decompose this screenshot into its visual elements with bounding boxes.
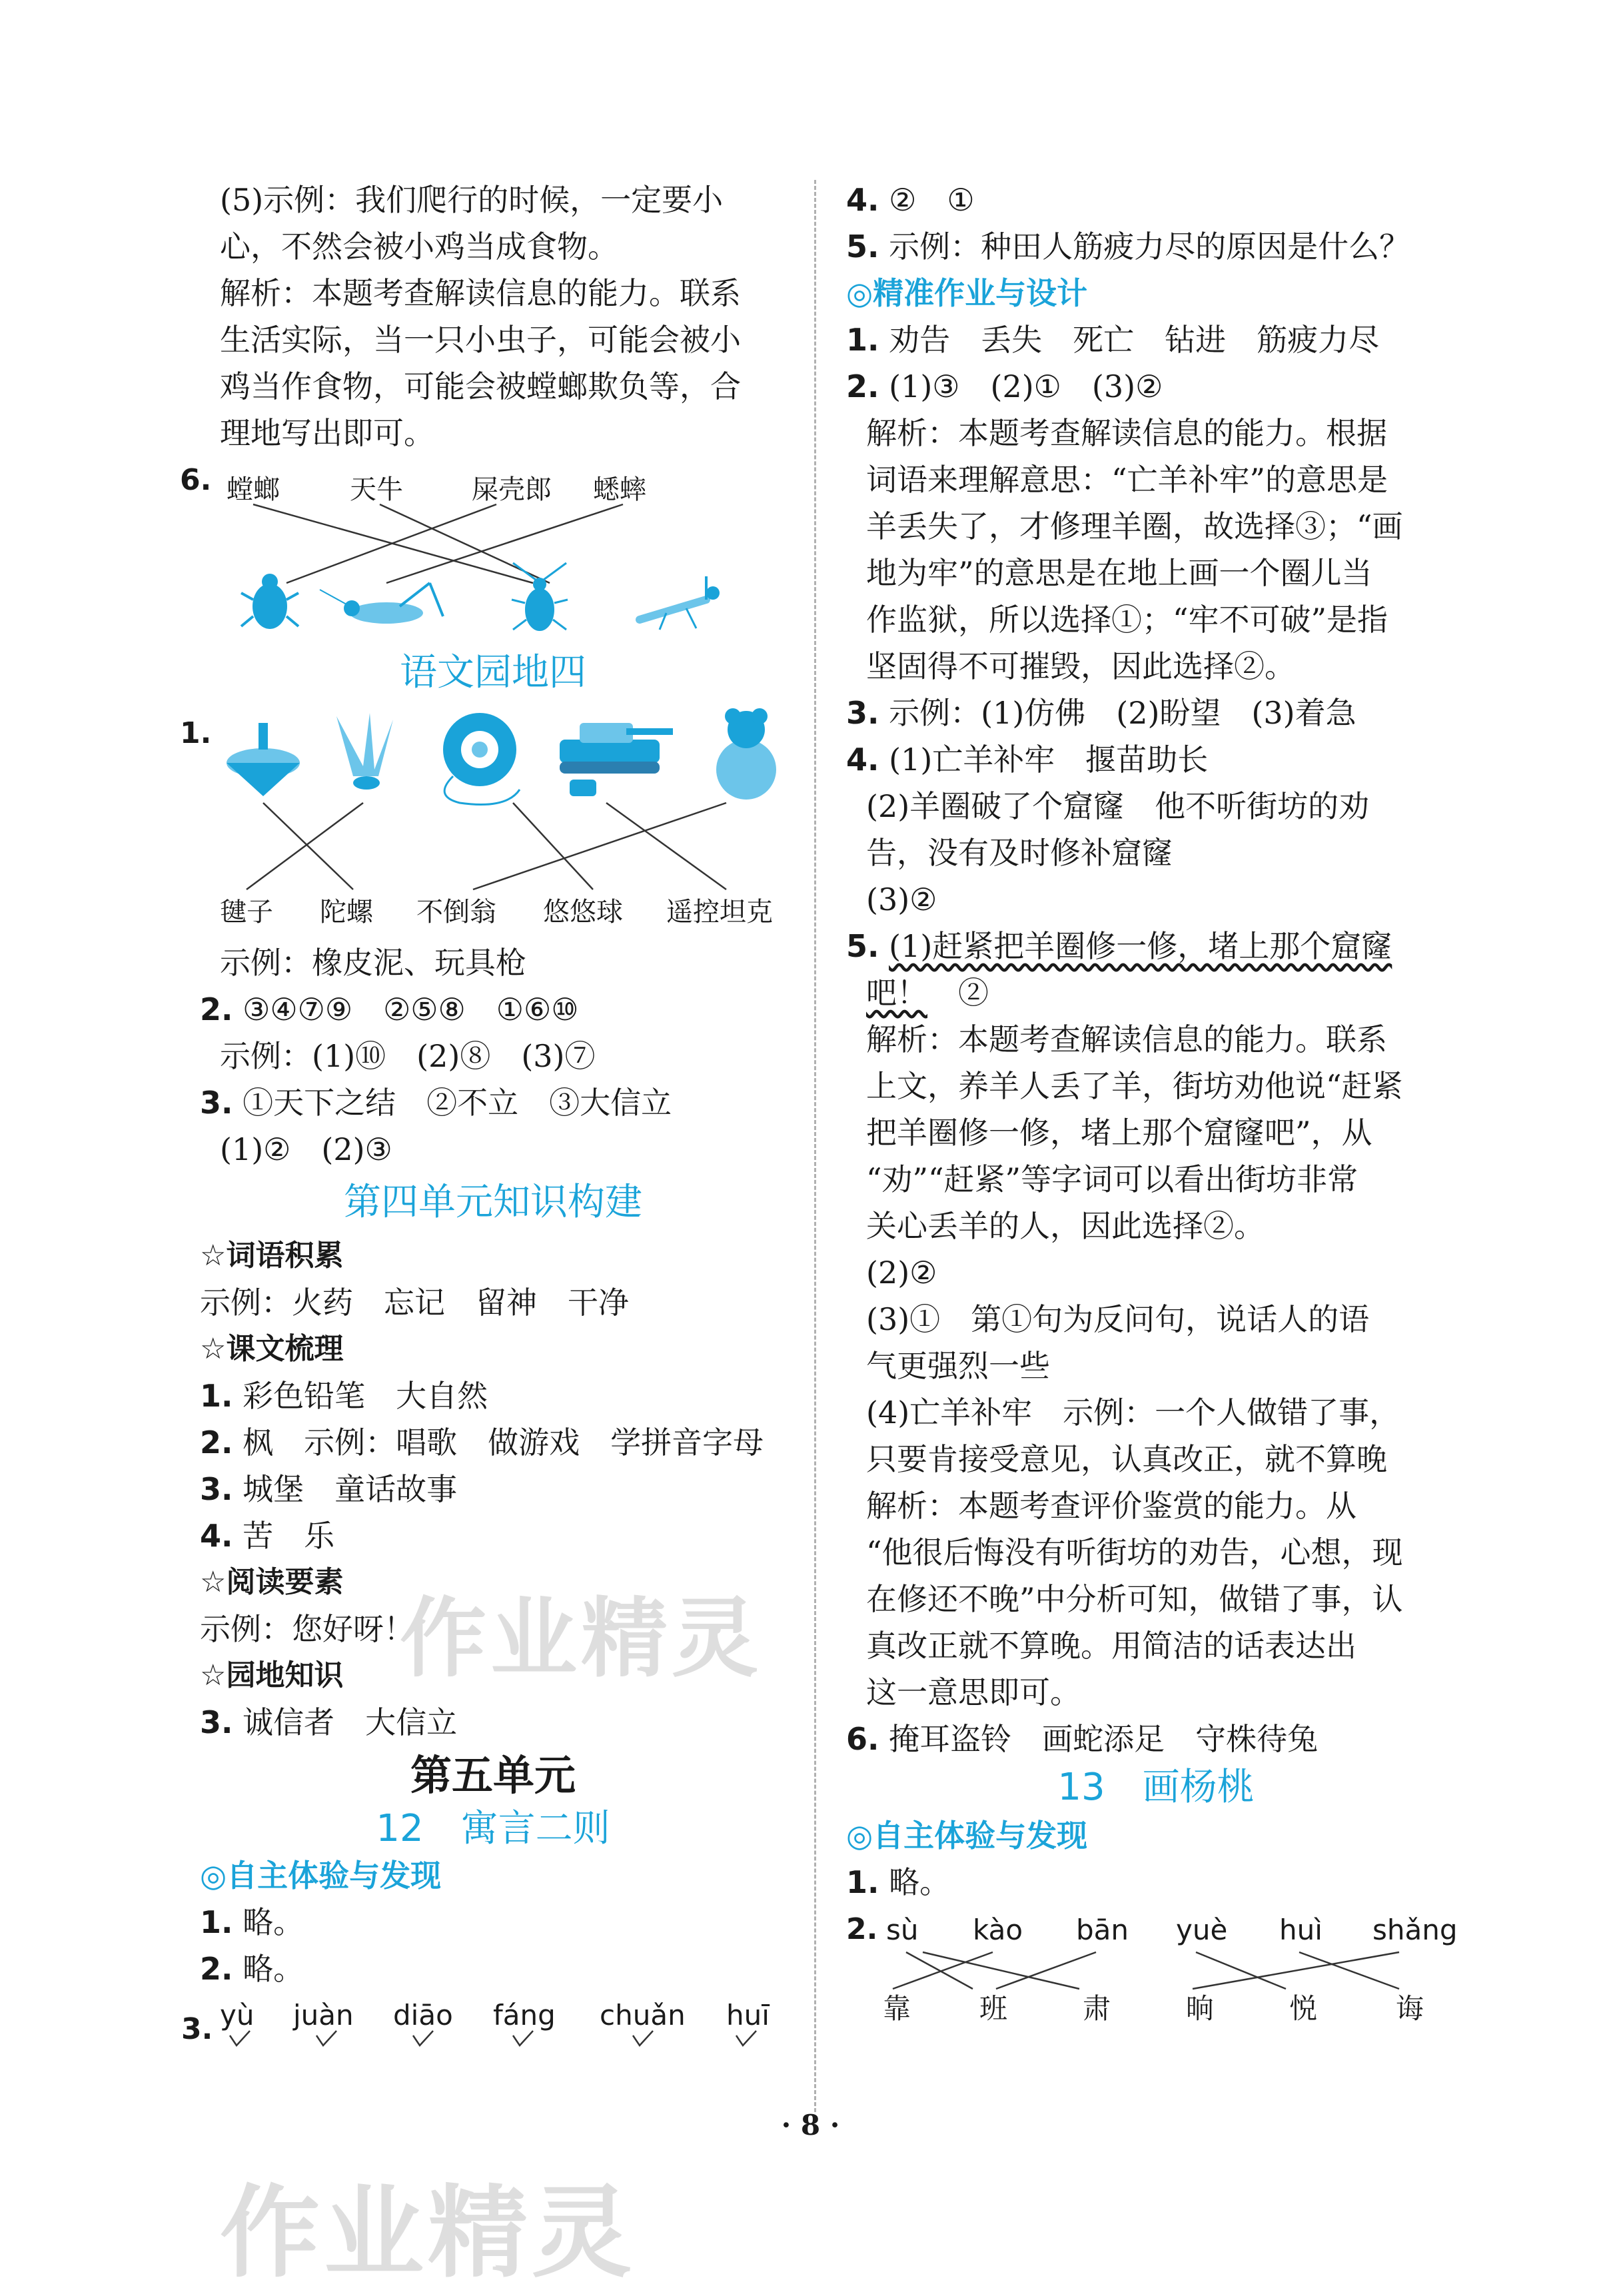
pinyin-su: sù — [886, 1914, 919, 1946]
pinyin-fang: fáng — [493, 1999, 556, 2031]
pinyin-diao: diāo — [393, 1999, 453, 2031]
j5-more-4: (4)亡羊补牢 示例：一个人做错了事， — [866, 1395, 1400, 1431]
kewen-2-number: 2. — [200, 1425, 233, 1460]
l13-q1-answer: 略。 — [889, 1864, 951, 1900]
char-ban: 班 — [979, 1992, 1008, 2025]
lesson13-title: 13 画杨桃 — [1057, 1766, 1255, 1809]
j2-analysis-6: 坚固得不可摧毁，因此选择②。 — [866, 648, 1295, 684]
q2-number: 2. — [200, 991, 233, 1027]
toy-matching-diagram — [180, 703, 786, 927]
j5-analysis-5: 关心丢羊的人，因此选择②。 — [866, 1208, 1265, 1244]
column-divider — [814, 180, 816, 2112]
kewen-3-text: 城堡 童话故事 — [243, 1471, 458, 1507]
j5-analysis-2: 上文，养羊人丢了羊，街坊劝他说“赶紧 — [866, 1068, 1403, 1104]
q2-answer: ③④⑦⑨ ②⑤⑧ ①⑥⑩ — [243, 991, 579, 1027]
l13-q2-number: 2. — [846, 1912, 878, 1946]
insect-match-lines — [200, 456, 786, 636]
label-tuoluo: 陀螺 — [320, 897, 373, 927]
l12-q2-text: 略。 — [243, 1951, 304, 1987]
j5-more-3: 气更强烈一些 — [866, 1348, 1050, 1384]
j5-analysis-4: “劝”“赶紧”等字词可以看出街坊非常 — [866, 1161, 1358, 1197]
j6-number: 6. — [846, 1721, 879, 1757]
watermark-middle: 作业精灵 — [400, 1588, 763, 1689]
kewen-4-text: 苦 乐 — [243, 1518, 335, 1554]
l12-q3-number: 3. — [181, 2012, 213, 2046]
kewen-heading: ☆课文梳理 — [200, 1332, 344, 1366]
j2-analysis-2: 词语来理解意思：“亡羊补牢”的意思是 — [866, 462, 1388, 498]
pinyin-yue: yuè — [1176, 1914, 1228, 1946]
j3-answer: 示例：(1)仿佛 (2)盼望 (3)着急 — [889, 695, 1356, 731]
label-yaokong-tanke: 遥控坦克 — [666, 897, 773, 927]
cricket-icon — [320, 583, 443, 624]
l12-zizhu-heading: ◎自主体验与发现 — [200, 1858, 442, 1894]
l12-q3-pinyin-row — [181, 1992, 786, 2052]
kewen-1-number: 1. — [200, 1378, 233, 1414]
yuandi-number: 3. — [200, 1704, 233, 1740]
r-q4-number: 4. — [846, 182, 879, 218]
j2-answer: (1)③ (2)① (3)② — [889, 368, 1163, 404]
lesson12-title: 12 寓言二则 — [376, 1807, 610, 1850]
kewen-4-number: 4. — [200, 1518, 233, 1554]
pinyin-yu: yù — [220, 1999, 255, 2031]
j2-analysis-5: 作监狱，所以选择①；“牢不可破”是指 — [866, 602, 1388, 638]
j5-analysis-1: 解析：本题考查解读信息的能力。联系 — [866, 1021, 1387, 1057]
q5-analysis-line-1: 解析：本题考查解读信息的能力。联系 — [220, 275, 741, 311]
j4-line-3: 告，没有及时修补窟窿 — [866, 835, 1173, 871]
l12-q2-number: 2. — [200, 1951, 233, 1987]
j4-answer: (1)亡羊补牢 揠苗助长 — [889, 742, 1209, 778]
label-budaoweng: 不倒翁 — [416, 897, 496, 927]
label-dung-beetle: 屎壳郎 — [472, 474, 552, 505]
l13-zizhu-heading: ◎自主体验与发现 — [846, 1818, 1088, 1854]
pinyin-kao: kào — [973, 1914, 1023, 1946]
yuandi-text: 诚信者 大信立 — [243, 1704, 458, 1740]
pinyin-chuan: chuǎn — [600, 1999, 686, 2031]
ciyu-example: 示例：火药 忘记 留神 干净 — [200, 1285, 629, 1321]
q5-analysis-line-4: 理地写出即可。 — [220, 415, 434, 451]
char-su: 肃 — [1083, 1992, 1111, 2025]
toy-match-lines — [200, 703, 800, 916]
jingzhun-heading: ◎精准作业与设计 — [846, 275, 1088, 311]
label-longhorn: 天牛 — [350, 474, 403, 505]
j5-analysis2-2: “他很后悔没有听街坊的劝告，心想，现 — [866, 1534, 1403, 1570]
char-hui: 诲 — [1396, 1992, 1424, 2025]
unit5-title: 第五单元 — [410, 1751, 576, 1800]
j5-analysis2-4: 真改正就不算晚。用简洁的话表达出 — [866, 1628, 1356, 1664]
q1-example: 示例：橡皮泥、玩具枪 — [220, 945, 526, 981]
l13-pinyin-matching — [846, 1906, 1466, 2025]
l12-q1-number: 1. — [200, 1904, 233, 1940]
j1-number: 1. — [846, 322, 879, 358]
l13-q1-number: 1. — [846, 1864, 879, 1900]
label-jianzi: 毽子 — [220, 897, 273, 927]
l13-match-lines — [846, 1906, 1466, 2019]
q3-answer: ①天下之结 ②不立 ③大信立 — [243, 1085, 672, 1121]
r-q5-answer: 示例：种田人筋疲力尽的原因是什么？ — [889, 229, 1410, 265]
char-shang: 晌 — [1186, 1992, 1215, 2025]
kewen-1-text: 彩色铅笔 大自然 — [243, 1378, 488, 1414]
j5-more-5: 只要肯接受意见，认真改正，就不算晚 — [866, 1441, 1387, 1477]
j5-more-2: (3)① 第①句为反问句，说话人的语 — [866, 1301, 1370, 1337]
check-marks — [200, 1992, 786, 2052]
yuedu-heading: ☆阅读要素 — [200, 1565, 344, 1599]
q3-number: 3. — [200, 1085, 233, 1121]
label-youyouqiu: 悠悠球 — [543, 897, 623, 927]
kewen-2-text: 枫 示例：唱歌 做游戏 学拼音字母 — [243, 1425, 764, 1460]
pinyin-hui: huì — [1279, 1914, 1323, 1946]
j5-analysis2-1: 解析：本题考查评价鉴赏的能力。从 — [866, 1488, 1356, 1524]
watermark-bottom: 作业精灵 — [220, 2175, 636, 2291]
j1-answer: 劝告 丢失 死亡 钻进 筋疲力尽 — [889, 322, 1380, 358]
spinning-top-icon — [227, 723, 300, 796]
kewen-3-number: 3. — [200, 1471, 233, 1507]
j5-analysis-3: 把羊圈修一修，堵上那个窟窿吧”，从 — [866, 1115, 1372, 1151]
q1-number: 1. — [180, 716, 212, 750]
r-q4-answer: ② ① — [889, 182, 975, 218]
yoyo-icon — [443, 713, 520, 805]
j2-analysis-3: 羊丢失了，才修理羊圈，故选择③；“画 — [866, 508, 1403, 544]
q2-example: 示例：(1)⑩ (2)⑧ (3)⑦ — [220, 1038, 596, 1074]
pinyin-shang: shǎng — [1372, 1914, 1458, 1946]
mantis-icon — [640, 576, 720, 630]
j2-analysis-4: 地为牢”的意思是在地上画一个圈儿当 — [866, 555, 1372, 591]
j3-number: 3. — [846, 695, 879, 731]
l12-q1-text: 略。 — [243, 1904, 304, 1940]
q3-sub: (1)② (2)③ — [220, 1131, 392, 1167]
j5-answer-line-2a: 吧！ — [866, 975, 927, 1011]
pinyin-juan: juàn — [293, 1999, 354, 2031]
j6-answer: 掩耳盗铃 画蛇添足 守株待兔 — [889, 1721, 1319, 1757]
label-mantis: 螳螂 — [227, 474, 280, 505]
j4-line-4: (3)② — [866, 881, 937, 917]
left-column — [180, 177, 786, 2052]
tumbler-toy-icon — [716, 708, 776, 800]
j5-answer-line-1: (1)赶紧把羊圈修一修，堵上那个窟窿 — [889, 928, 1392, 964]
longhorn-beetle-icon — [512, 563, 568, 631]
r-q5-number: 5. — [846, 229, 879, 265]
q5-5-line-1: (5)示例：我们爬行的时候，一定要小 — [220, 182, 724, 218]
remote-tank-icon — [560, 723, 673, 796]
ciyu-heading: ☆词语积累 — [200, 1239, 344, 1273]
insect-matching-diagram — [180, 456, 786, 636]
j5-analysis2-5: 这一意思即可。 — [866, 1674, 1081, 1710]
j2-number: 2. — [846, 368, 879, 404]
yuandi-heading: ☆园地知识 — [200, 1658, 344, 1692]
q6-number: 6. — [180, 463, 212, 497]
yuedu-example: 示例：您好呀！ — [200, 1611, 414, 1647]
section-title-yuwen-yuandi: 语文园地四 — [400, 651, 586, 694]
char-yue: 悦 — [1289, 1992, 1318, 2025]
q5-analysis-line-3: 鸡当作食物，可能会被螳螂欺负等，合 — [220, 368, 741, 404]
section-title-unit4: 第四单元知识构建 — [344, 1181, 642, 1224]
j4-line-2: (2)羊圈破了个窟窿 他不听街坊的劝 — [866, 788, 1370, 824]
shuttlecock-icon — [336, 713, 393, 790]
q5-5-line-2: 心，不然会被小鸡当成食物。 — [220, 229, 618, 265]
label-cricket: 蟋蟀 — [593, 474, 646, 505]
pinyin-hui: huī — [726, 1999, 770, 2031]
pinyin-ban: bān — [1076, 1914, 1129, 1946]
j5-more-1: (2)② — [866, 1255, 937, 1291]
page-number: · 8 · — [781, 2109, 840, 2141]
q5-analysis-line-2: 生活实际，当一只小虫子，可能会被小 — [220, 322, 741, 358]
j5-number: 5. — [846, 928, 879, 964]
char-kao: 靠 — [883, 1992, 911, 2025]
right-column — [846, 177, 1466, 2025]
j5-answer-line-2b: ② — [927, 975, 989, 1011]
j4-number: 4. — [846, 742, 879, 778]
j2-analysis-1: 解析：本题考查解读信息的能力。根据 — [866, 415, 1387, 451]
j5-analysis2-3: 在修还不晚”中分析可知，做错了事，认 — [866, 1581, 1403, 1617]
